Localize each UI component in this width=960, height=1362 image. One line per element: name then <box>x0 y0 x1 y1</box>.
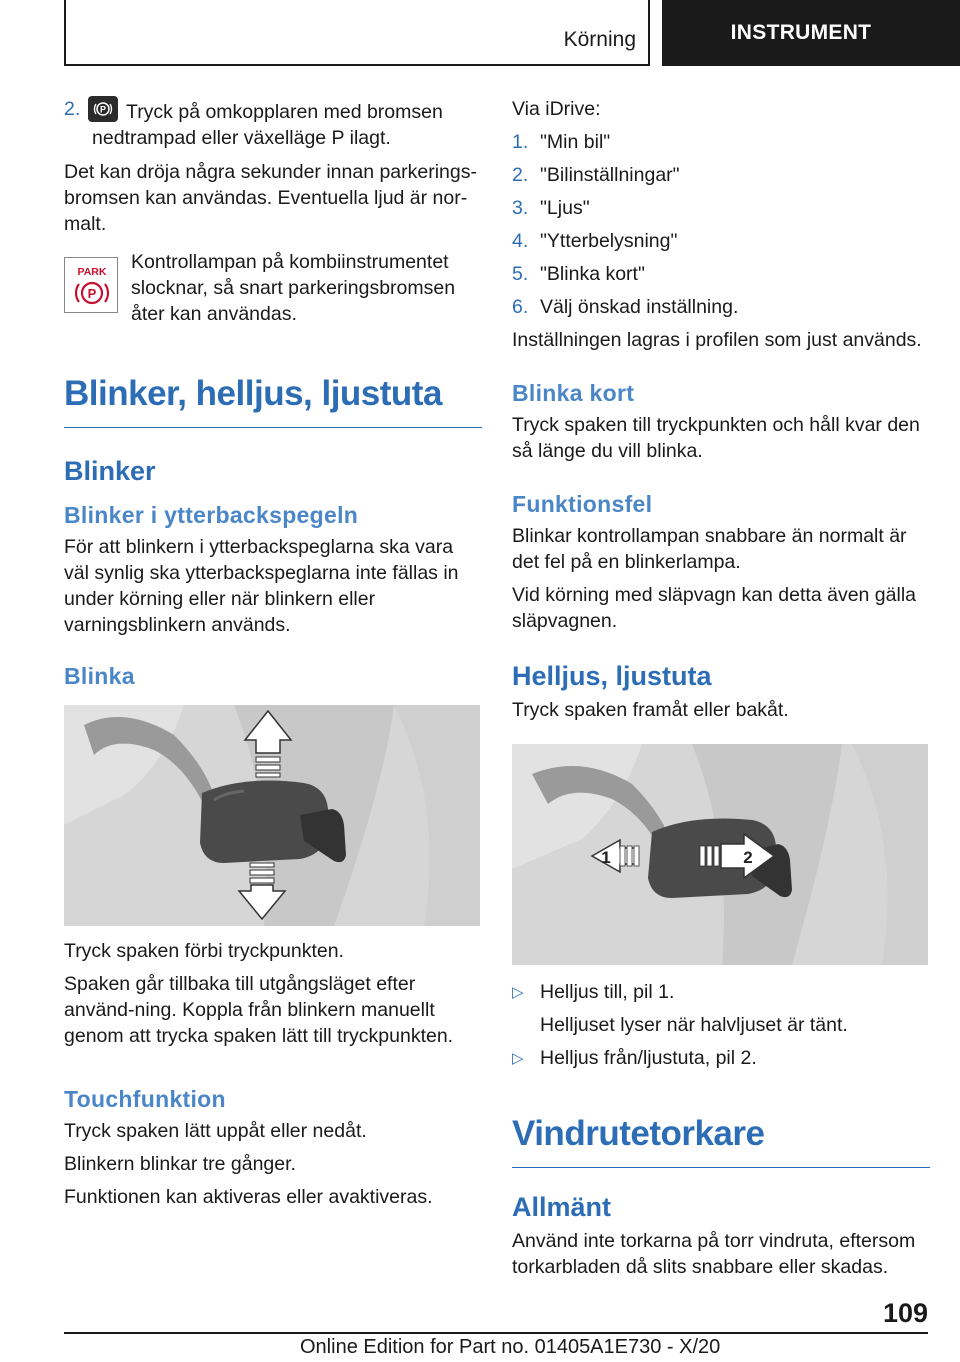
heading-helljus: Helljus, ljustuta <box>512 661 712 691</box>
step-2-text: Tryck på omkopplaren med bromsen nedtrampad eller växelläge P ilagt. <box>92 101 443 149</box>
step-number: 2. <box>512 164 529 186</box>
step-text: "Ytterbelysning" <box>540 230 678 252</box>
heading-vindrutetorkare: Vindrutetorkare <box>512 1113 930 1168</box>
step-text: "Ljus" <box>540 197 590 219</box>
chapter-tab: INSTRUMENT <box>662 0 960 66</box>
svg-text:P: P <box>87 286 97 301</box>
step-text: "Min bil" <box>540 131 611 153</box>
step-number: 6. <box>512 296 529 318</box>
park-indicator-icon <box>64 257 118 313</box>
page-number: 109 <box>882 1298 928 1328</box>
footer-rule <box>64 1332 928 1334</box>
step-text: "Blinka kort" <box>540 263 645 285</box>
page-header <box>0 0 960 66</box>
paragraph-touch-3: Funktionen kan aktiveras eller avaktiveras. <box>64 1186 433 1208</box>
bullet-text: Helljus till, pil 1. <box>540 981 675 1003</box>
paragraph-mirror: För att blinkern i ytterbackspeglarna ska vara väl synlig ska ytterbackspeglarna inte fällas in under körning eller när blinkern eller varningsblinkern används. <box>64 536 459 636</box>
left-column <box>64 96 482 1217</box>
bullet-content <box>540 979 848 1038</box>
step-number: 1. <box>512 131 529 153</box>
paragraph: Det kan dröja några sekunder innan parkerings-bromsen kan användas. Eventuella ljud är nor-malt. <box>64 161 477 235</box>
heading-blinka-kort: Blinka kort <box>512 380 635 406</box>
bullet-subtext: Helljuset lyser när halvljuset är tänt. <box>540 1014 848 1036</box>
paragraph-fel-1: Blinkar kontrollampan snabbare än normalt är det fel på en blinkerlampa. <box>512 525 907 573</box>
paragraph-blinka-1: Tryck spaken förbi tryckpunkten. <box>64 940 344 962</box>
paragraph-touch-1: Tryck spaken lätt uppåt eller nedåt. <box>64 1120 367 1142</box>
turn-signal-illustration <box>64 705 480 926</box>
step-text-wrap <box>92 96 482 151</box>
arrow-2-label: 2 <box>743 848 753 867</box>
step-number: 4. <box>512 230 529 252</box>
park-label: PARK <box>77 266 107 278</box>
bullet-item <box>512 1045 930 1072</box>
step-text: "Bilinställningar" <box>540 164 680 186</box>
via-idrive: Via iDrive: <box>512 98 601 120</box>
bullet-text: Helljus från/ljustuta, pil 2. <box>540 1047 757 1069</box>
parking-brake-switch-icon <box>88 96 118 122</box>
heading-blinker-helljus: Blinker, helljus, ljustuta <box>64 373 482 428</box>
paragraph-fel-2: Vid körning med släpvagn kan detta även gälla släpvagnen. <box>512 584 916 632</box>
step-number: 3. <box>512 197 529 219</box>
paragraph-blinka-2: Spaken går tillbaka till utgångsläget efter använd-ning. Koppla från blinkern manuellt genom att trycka spaken lätt till tryckpunkten. <box>64 973 454 1047</box>
step-text: Välj önskad inställning. <box>540 296 739 318</box>
triangle-bullet-icon: ▷ <box>512 1050 524 1067</box>
heading-funktionsfel: Funktionsfel <box>512 491 653 517</box>
header-frame <box>64 0 650 66</box>
paragraph-kort: Tryck spaken till tryckpunkten och håll kvar den så länge du vill blinka. <box>512 414 920 462</box>
paragraph-allmant: Använd inte torkarna på torr vindruta, eftersom torkarbladen då slits snabbare eller skadas. <box>512 1230 916 1278</box>
paragraph-touch-2: Blinkern blinkar tre gånger. <box>64 1153 296 1175</box>
idrive-step <box>512 162 930 188</box>
indicator-note-text: Kontrollampan på kombiinstrumentet slocknar, så snart parkeringsbromsen åter kan användas. <box>131 251 456 325</box>
paragraph-saved: Inställningen lagras i profilen som just används. <box>512 329 922 351</box>
heading-blinka: Blinka <box>64 663 135 689</box>
heading-mirror-indicator: Blinker i ytterbackspegeln <box>64 502 359 528</box>
indicator-note <box>64 249 482 327</box>
idrive-step <box>512 129 930 155</box>
bullet-item <box>512 979 930 1038</box>
paragraph-helljus: Tryck spaken framåt eller bakåt. <box>512 699 789 721</box>
idrive-step <box>512 228 930 254</box>
idrive-step <box>512 294 930 320</box>
heading-touchfunktion: Touchfunktion <box>64 1086 226 1112</box>
heading-allmant: Allmänt <box>512 1192 612 1222</box>
step-number: 2. <box>64 98 81 120</box>
idrive-step <box>512 261 930 287</box>
heading-blinker: Blinker <box>64 456 156 486</box>
triangle-bullet-icon: ▷ <box>512 984 524 1001</box>
idrive-step <box>512 195 930 221</box>
step-number: 5. <box>512 263 529 285</box>
high-beam-illustration <box>512 744 928 965</box>
section-title: Körning <box>563 28 636 51</box>
arrow-1-label: 1 <box>601 848 611 867</box>
step-2 <box>64 96 482 151</box>
right-column <box>512 96 930 1287</box>
svg-text:P: P <box>99 104 107 115</box>
footer-edition: Online Edition for Part no. 01405A1E730 - X/20 <box>300 1336 721 1358</box>
